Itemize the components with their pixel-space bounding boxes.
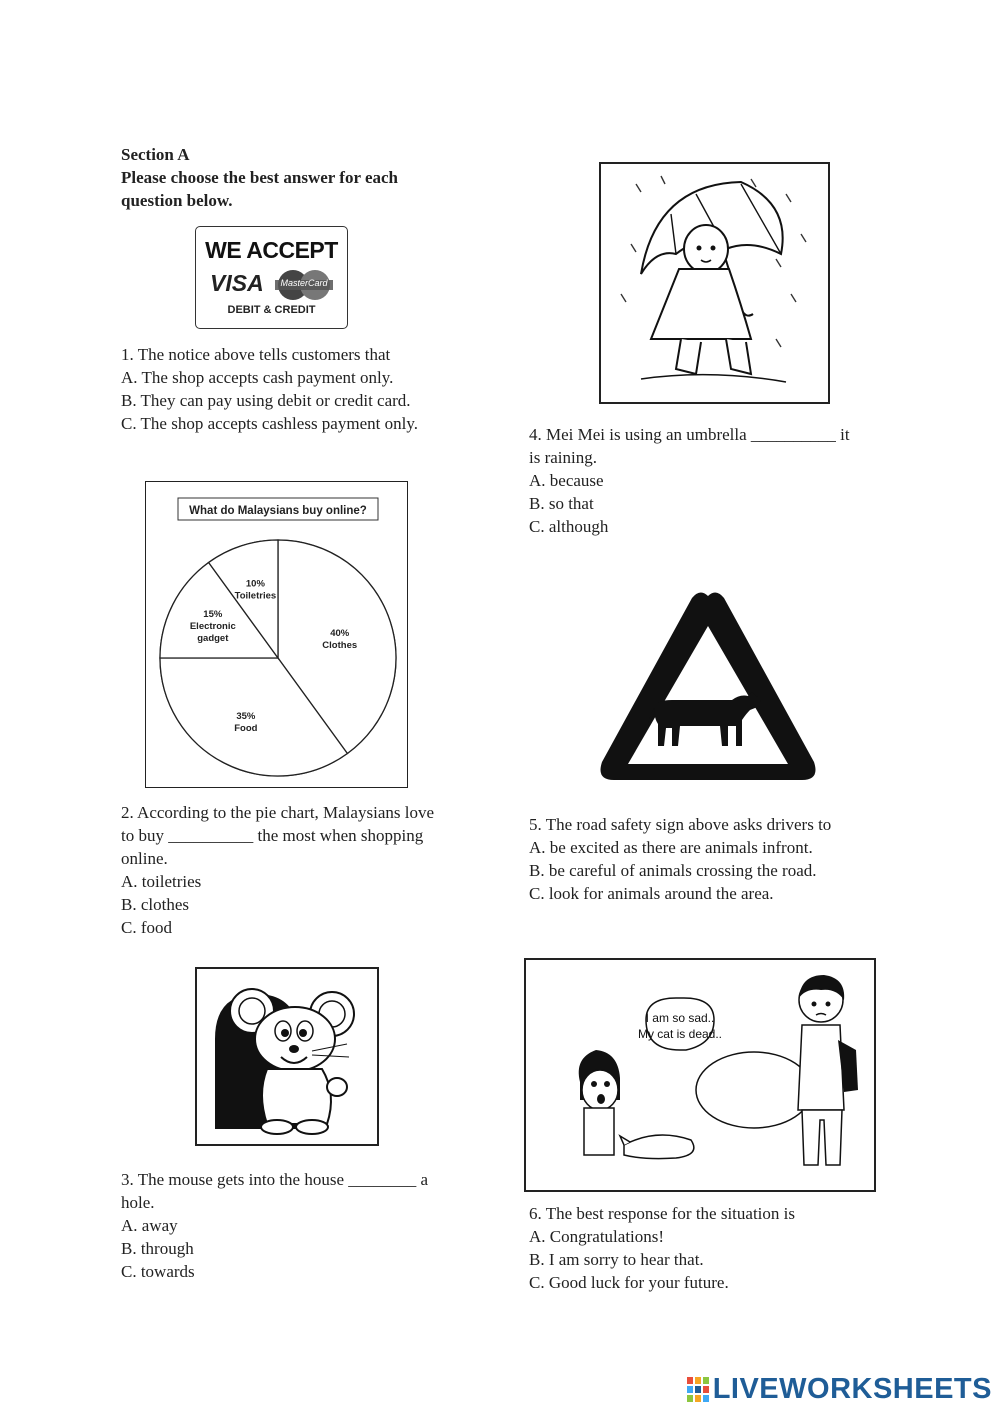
question-3 bbox=[121, 1168, 481, 1283]
umbrella-girl-illustration bbox=[601, 164, 828, 402]
q3-option-a[interactable]: A. away bbox=[121, 1216, 178, 1235]
q2-stem-line-1: 2. According to the pie chart, Malaysians love bbox=[121, 803, 434, 822]
question-5 bbox=[529, 813, 909, 905]
q2-stem-line-2: to buy __________ the most when shopping bbox=[121, 826, 424, 845]
q3-option-b[interactable]: B. through bbox=[121, 1239, 194, 1258]
section-header bbox=[121, 143, 451, 212]
q3-option-c[interactable]: C. towards bbox=[121, 1262, 195, 1281]
q4-option-b[interactable]: B. so that bbox=[529, 494, 594, 513]
liveworksheets-brand: LIVEWORKSHEETS bbox=[712, 1373, 992, 1405]
umbrella-picture-frame bbox=[599, 162, 830, 404]
q4-stem-line-2: is raining. bbox=[529, 448, 597, 467]
pie-category-label: Clothes bbox=[322, 639, 358, 651]
pie-chart-frame bbox=[145, 481, 408, 788]
speech-line-1: I am so sad.. bbox=[645, 1011, 715, 1025]
q4-stem-line-1: 4. Mei Mei is using an umbrella __________ it bbox=[529, 425, 850, 444]
q1-option-b[interactable]: B. They can pay using debit or credit card. bbox=[121, 391, 411, 410]
question-4 bbox=[529, 423, 889, 538]
chart-title: What do Malaysians buy online? bbox=[189, 505, 367, 517]
q2-stem-line-3: online. bbox=[121, 849, 168, 868]
q3-stem-line-2: hole. bbox=[121, 1193, 155, 1212]
animal-crossing-sign bbox=[592, 584, 824, 788]
q4-option-c[interactable]: C. although bbox=[529, 517, 609, 536]
q6-option-a[interactable]: A. Congratulations! bbox=[529, 1227, 665, 1246]
instruction-line-2: question below. bbox=[121, 191, 233, 210]
section-title: Section A bbox=[121, 145, 190, 164]
q1-option-a[interactable]: A. The shop accepts cash payment only. bbox=[121, 368, 394, 387]
pie-percent-label: 10% bbox=[245, 578, 265, 590]
pie-category-label: Food bbox=[234, 723, 258, 735]
q5-option-a[interactable]: A. be excited as there are animals infront. bbox=[529, 838, 813, 857]
q2-option-b[interactable]: B. clothes bbox=[121, 895, 189, 914]
comic-picture-frame bbox=[524, 958, 876, 1192]
question-6 bbox=[529, 1202, 889, 1294]
q1-stem: 1. The notice above tells customers that bbox=[121, 345, 391, 364]
q5-stem: 5. The road safety sign above asks drivers to bbox=[529, 815, 832, 834]
pie-category-label: Electronic bbox=[189, 620, 236, 632]
mouse-picture-frame bbox=[195, 967, 379, 1146]
instruction-line-1: Please choose the best answer for each bbox=[121, 168, 398, 187]
question-1 bbox=[121, 343, 481, 435]
we-accept-sign bbox=[195, 226, 348, 329]
pie-percent-label: 15% bbox=[203, 608, 223, 620]
mastercard-label: MasterCard bbox=[280, 278, 328, 288]
q4-option-a[interactable]: A. because bbox=[529, 471, 604, 490]
pie-category-label: Toiletries bbox=[234, 590, 277, 602]
q3-stem-line-1: 3. The mouse gets into the house ________ a bbox=[121, 1170, 429, 1189]
mouse-illustration bbox=[197, 969, 377, 1144]
q6-stem: 6. The best response for the situation is bbox=[529, 1204, 795, 1223]
visa-logo: VISA bbox=[210, 270, 264, 296]
q6-option-b[interactable]: B. I am sorry to hear that. bbox=[529, 1250, 704, 1269]
liveworksheets-icon bbox=[687, 1377, 709, 1403]
q1-option-c[interactable]: C. The shop accepts cashless payment only. bbox=[121, 414, 418, 433]
sign-title: WE ACCEPT bbox=[205, 237, 338, 263]
pie-chart bbox=[146, 482, 406, 786]
q5-option-b[interactable]: B. be careful of animals crossing the road. bbox=[529, 861, 817, 880]
pie-category-label: gadget bbox=[197, 632, 229, 644]
speech-line-2: My cat is dead.. bbox=[637, 1027, 723, 1041]
q2-option-a[interactable]: A. toiletries bbox=[121, 872, 202, 891]
pie-percent-label: 40% bbox=[330, 627, 350, 639]
q2-option-c[interactable]: C. food bbox=[121, 918, 172, 937]
q6-option-c[interactable]: C. Good luck for your future. bbox=[529, 1273, 729, 1292]
q5-option-c[interactable]: C. look for animals around the area. bbox=[529, 884, 774, 903]
mastercard-logo bbox=[274, 269, 334, 301]
liveworksheets-logo[interactable] bbox=[687, 1373, 992, 1406]
comic-illustration bbox=[526, 960, 874, 1190]
pie-percent-label: 35% bbox=[236, 711, 256, 723]
sign-subtitle: DEBIT & CREDIT bbox=[227, 304, 316, 316]
question-2 bbox=[121, 801, 481, 939]
